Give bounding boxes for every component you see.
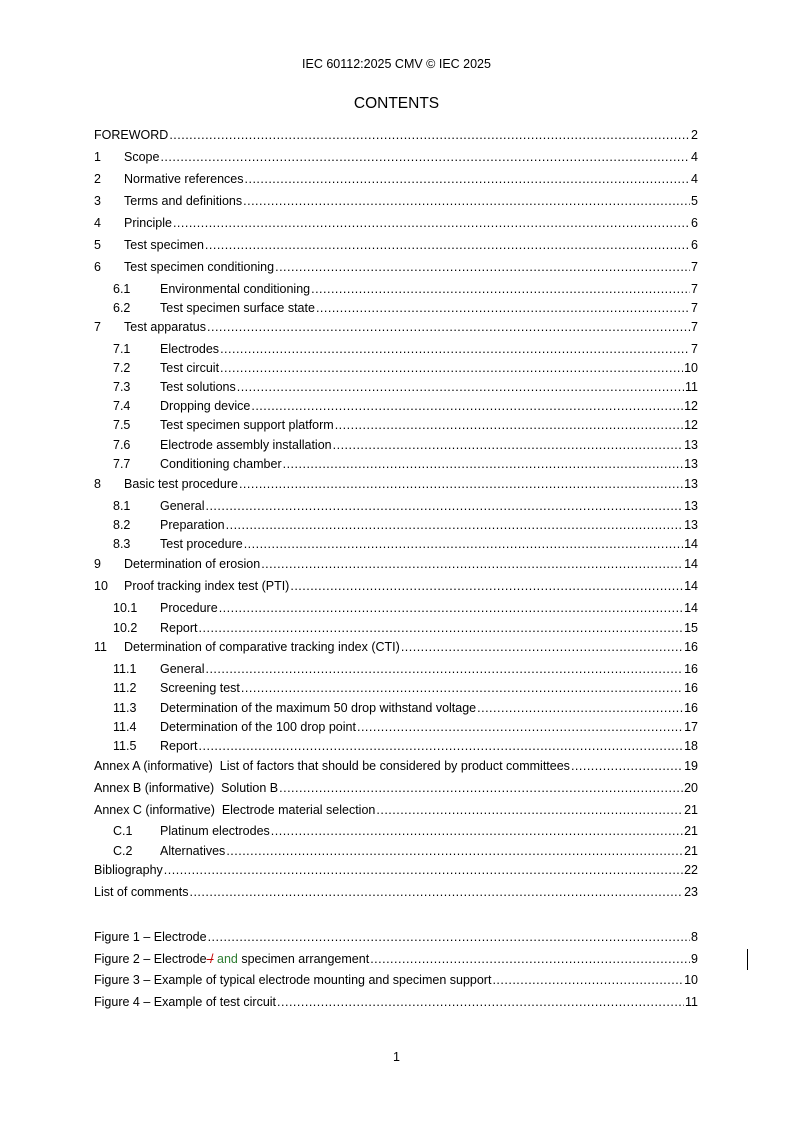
toc-entry-bibliography[interactable] [94, 862, 698, 878]
leader-dots [219, 600, 683, 616]
toc-entry-number: 11.4 [113, 720, 137, 734]
leader-dots [376, 802, 683, 818]
toc-entry-number: 9 [94, 557, 101, 571]
toc-entry-title: Test specimen [124, 238, 204, 252]
toc-entry-title: Conditioning chamber [160, 457, 282, 471]
leader-dots [401, 639, 683, 655]
toc-entry-title: Basic test procedure [124, 477, 238, 491]
toc-entry-number: 6.2 [113, 301, 131, 315]
toc-subentry[interactable] [113, 517, 698, 533]
toc-entry-page: 7 [691, 282, 698, 296]
leader-dots [245, 171, 691, 187]
toc-entry-page: 16 [684, 662, 698, 676]
leader-dots [237, 379, 684, 395]
document-header: IEC 60112:2025 CMV © IEC 2025 [302, 57, 491, 71]
toc-entry[interactable] [94, 319, 698, 335]
change-bar [747, 949, 748, 970]
toc-entry-title: Annex A (informative) List of factors that should be considered by product committees [94, 759, 570, 773]
toc-entry-number: 1 [94, 150, 101, 164]
toc-entry-number: 7.2 [113, 361, 131, 375]
leader-dots [244, 536, 683, 552]
toc-entry-number: 7.3 [113, 380, 131, 394]
leader-dots [571, 758, 683, 774]
toc-subentry[interactable] [113, 719, 698, 735]
toc-entry-page: 4 [691, 172, 698, 186]
toc-entry-title: Annex C (informative) Electrode material selection [94, 803, 376, 817]
toc-entry[interactable] [94, 578, 698, 594]
leader-dots [164, 862, 683, 878]
toc-entry-number: 4 [94, 216, 101, 230]
toc-entry-title: Report [160, 739, 198, 753]
toc-entry-page: 16 [684, 640, 698, 654]
toc-entry-number: C.2 [113, 844, 133, 858]
toc-entry-title: General [160, 499, 205, 513]
toc-entry-number: 6 [94, 260, 101, 274]
toc-entry-page: 6 [691, 216, 698, 230]
toc-entry-title: Test circuit [160, 361, 220, 375]
toc-entry-number: 10.1 [113, 601, 138, 615]
toc-entry[interactable] [94, 556, 698, 572]
toc-entry-page: 11 [685, 380, 698, 394]
toc-entry-number: 11.2 [113, 681, 137, 695]
leader-dots [290, 578, 683, 594]
figure-title-after: specimen arrangement [237, 952, 370, 966]
toc-entry-number: 11 [94, 640, 107, 654]
toc-entry-title: Platinum electrodes [160, 824, 270, 838]
leader-dots [207, 319, 690, 335]
toc-entry-annex-c[interactable] [94, 802, 698, 818]
leader-dots [311, 281, 690, 297]
leader-dots [271, 823, 683, 839]
figure-page: 8 [691, 930, 698, 944]
toc-entry-page: 13 [684, 438, 698, 452]
leader-dots [357, 719, 683, 735]
toc-entry-number: 8 [94, 477, 101, 491]
toc-entry-title: Test procedure [160, 537, 243, 551]
figure-page: 11 [685, 995, 698, 1009]
toc-subentry[interactable] [113, 700, 698, 716]
toc-entry-number: 10 [94, 579, 108, 593]
toc-entry-title: Test specimen conditioning [124, 260, 275, 274]
toc-subentry[interactable] [113, 680, 698, 696]
toc-entry-number: 8.3 [113, 537, 131, 551]
figure-entry[interactable] [94, 951, 698, 967]
figure-title: Figure 1 – Electrode [94, 930, 207, 944]
toc-entry-foreword[interactable] [94, 127, 698, 143]
leader-dots [251, 398, 683, 414]
leader-dots [160, 149, 690, 165]
leader-dots [370, 951, 690, 967]
toc-entry-number: 3 [94, 194, 101, 208]
toc-entry-page: 16 [684, 681, 698, 695]
leader-dots [477, 700, 683, 716]
toc-entry[interactable] [94, 476, 698, 492]
toc-entry-title: Environmental conditioning [160, 282, 311, 296]
toc-entry-title: Proof tracking index test (PTI) [124, 579, 290, 593]
toc-entry-page: 14 [684, 579, 698, 593]
toc-entry-page: 7 [691, 260, 698, 274]
leader-dots [220, 341, 690, 357]
toc-entry-list-of-comments[interactable] [94, 884, 698, 900]
toc-entry-title: Test specimen support platform [160, 418, 334, 432]
toc-entry-page: 21 [684, 824, 698, 838]
toc-entry-page: 15 [684, 621, 698, 635]
figure-title: Figure 3 – Example of typical electrode mounting and specimen support [94, 973, 492, 987]
toc-entry-title: Screening test [160, 681, 240, 695]
toc-subentry[interactable] [113, 536, 698, 552]
leader-dots [333, 437, 683, 453]
toc-entry-number: 7.5 [113, 418, 131, 432]
toc-entry[interactable] [94, 171, 698, 187]
leader-dots [205, 661, 683, 677]
leader-dots [239, 476, 683, 492]
toc-entry-number: 5 [94, 238, 101, 252]
toc-entry[interactable] [94, 639, 698, 655]
toc-entry-title: Scope [124, 150, 160, 164]
toc-entry-page: 16 [684, 701, 698, 715]
leader-dots [316, 300, 690, 316]
toc-entry-title: Annex B (informative) Solution B [94, 781, 279, 795]
toc-entry-page: 13 [684, 518, 698, 532]
leader-dots [226, 843, 683, 859]
toc-entry-number: 11.3 [113, 701, 137, 715]
toc-entry-page: 22 [684, 863, 698, 877]
toc-entry-number: C.1 [113, 824, 133, 838]
toc-entry-title: Determination of the maximum 50 drop withstand voltage [160, 701, 477, 715]
toc-entry-title: Electrode assembly installation [160, 438, 332, 452]
toc-entry-number: 7.4 [113, 399, 131, 413]
toc-entry-title: Test apparatus [124, 320, 206, 334]
toc-entry-page: 7 [691, 320, 698, 334]
toc-entry-number: 7.6 [113, 438, 131, 452]
toc-subentry[interactable] [113, 661, 698, 677]
leader-dots [335, 417, 683, 433]
toc-entry-number: 7 [94, 320, 101, 334]
toc-entry-number: 8.2 [113, 518, 131, 532]
toc-entry-title: Principle [124, 216, 172, 230]
toc-entry-title: List of comments [94, 885, 189, 899]
toc-entry-number: 7.1 [113, 342, 131, 356]
leader-dots [283, 456, 683, 472]
figure-title-before: Figure 2 – Electrode [94, 952, 207, 966]
toc-entry-page: 7 [691, 342, 698, 356]
toc-entry-page: 17 [684, 720, 698, 734]
toc-entry-number: 8.1 [113, 499, 131, 513]
toc-entry-page: 10 [684, 361, 698, 375]
contents-title: CONTENTS [353, 95, 440, 112]
leader-dots [220, 360, 683, 376]
toc-entry-page: 4 [691, 150, 698, 164]
toc-entry-title: Determination of comparative tracking index (CTI) [124, 640, 400, 654]
toc-entry-page: 14 [684, 557, 698, 571]
leader-dots [261, 556, 683, 572]
toc-entry-page: 12 [684, 418, 698, 432]
toc-entry-number: 10.2 [113, 621, 138, 635]
toc-entry-page: 5 [691, 194, 698, 208]
toc-subentry[interactable] [113, 417, 698, 433]
toc-entry-title: General [160, 662, 205, 676]
toc-entry-page: 13 [684, 499, 698, 513]
leader-dots [492, 972, 683, 988]
figure-entry[interactable] [94, 994, 698, 1010]
toc-entry-page: 14 [684, 601, 698, 615]
leader-dots [173, 215, 690, 231]
toc-entry-page: 6 [691, 238, 698, 252]
toc-entry[interactable] [94, 237, 698, 253]
toc-subentry[interactable] [113, 379, 698, 395]
toc-entry-title: FOREWORD [94, 128, 169, 142]
toc-entry-page: 13 [684, 457, 698, 471]
toc-entry-page: 21 [684, 803, 698, 817]
leader-dots [199, 738, 684, 754]
toc-entry-title: Determination of the 100 drop point [160, 720, 356, 734]
toc-entry-page: 7 [691, 301, 698, 315]
toc-entry-number: 2 [94, 172, 101, 186]
toc-entry-page: 21 [684, 844, 698, 858]
page-number: 1 [393, 1050, 400, 1064]
toc-entry-title: Determination of erosion [124, 557, 261, 571]
leader-dots [275, 259, 690, 275]
toc-subentry[interactable] [113, 456, 698, 472]
toc-entry[interactable] [94, 215, 698, 231]
toc-entry-title: Normative references [124, 172, 244, 186]
figure-page: 10 [684, 973, 698, 987]
inserted-text: and [213, 952, 238, 966]
toc-entry-page: 13 [684, 477, 698, 491]
leader-dots [205, 237, 690, 253]
toc-entry-number: 7.7 [113, 457, 131, 471]
leader-dots [189, 884, 683, 900]
toc-entry-page: 23 [684, 885, 698, 899]
toc-subentry[interactable] [113, 843, 698, 859]
toc-subentry[interactable] [113, 823, 698, 839]
toc-entry-page: 14 [684, 537, 698, 551]
toc-entry-number: 11.1 [113, 662, 137, 676]
toc-entry-title: Preparation [160, 518, 225, 532]
leader-dots [199, 620, 684, 636]
leader-dots [279, 780, 683, 796]
toc-entry-annex-a[interactable] [94, 758, 698, 774]
figure-entry[interactable] [94, 929, 698, 945]
leader-dots [169, 127, 690, 143]
figure-page: 9 [691, 952, 698, 966]
toc-entry-number: 6.1 [113, 282, 131, 296]
toc-entry[interactable] [94, 259, 698, 275]
deleted-text: / [206, 952, 214, 966]
toc-entry-number: 11.5 [113, 739, 137, 753]
toc-entry-title: Test specimen surface state [160, 301, 315, 315]
toc-subentry[interactable] [113, 360, 698, 376]
toc-subentry[interactable] [113, 620, 698, 636]
toc-entry-title: Terms and definitions [124, 194, 243, 208]
toc-subentry[interactable] [113, 738, 698, 754]
leader-dots [243, 193, 690, 209]
toc-subentry[interactable] [113, 498, 698, 514]
figure-title: Figure 4 – Example of test circuit [94, 995, 277, 1009]
toc-subentry[interactable] [113, 437, 698, 453]
leader-dots [226, 517, 683, 533]
toc-entry-title: Procedure [160, 601, 218, 615]
toc-entry-page: 2 [691, 128, 698, 142]
leader-dots [205, 498, 683, 514]
toc-entry-title: Test solutions [160, 380, 236, 394]
toc-entry-title: Electrodes [160, 342, 220, 356]
toc-entry[interactable] [94, 193, 698, 209]
toc-subentry[interactable] [113, 300, 698, 316]
toc-entry-page: 12 [684, 399, 698, 413]
toc-entry-page: 19 [684, 759, 698, 773]
toc-entry-annex-b[interactable] [94, 780, 698, 796]
toc-entry-page: 18 [684, 739, 698, 753]
toc-subentry[interactable] [113, 341, 698, 357]
toc-entry[interactable] [94, 149, 698, 165]
figure-title [94, 951, 369, 967]
toc-subentry[interactable] [113, 281, 698, 297]
toc-subentry[interactable] [113, 600, 698, 616]
leader-dots [277, 994, 684, 1010]
figure-entry[interactable] [94, 972, 698, 988]
toc-entry-title: Report [160, 621, 198, 635]
leader-dots [241, 680, 683, 696]
toc-entry-title: Alternatives [160, 844, 226, 858]
toc-entry-title: Dropping device [160, 399, 251, 413]
toc-entry-title: Bibliography [94, 863, 163, 877]
toc-entry-page: 20 [684, 781, 698, 795]
toc-subentry[interactable] [113, 398, 698, 414]
leader-dots [208, 929, 690, 945]
